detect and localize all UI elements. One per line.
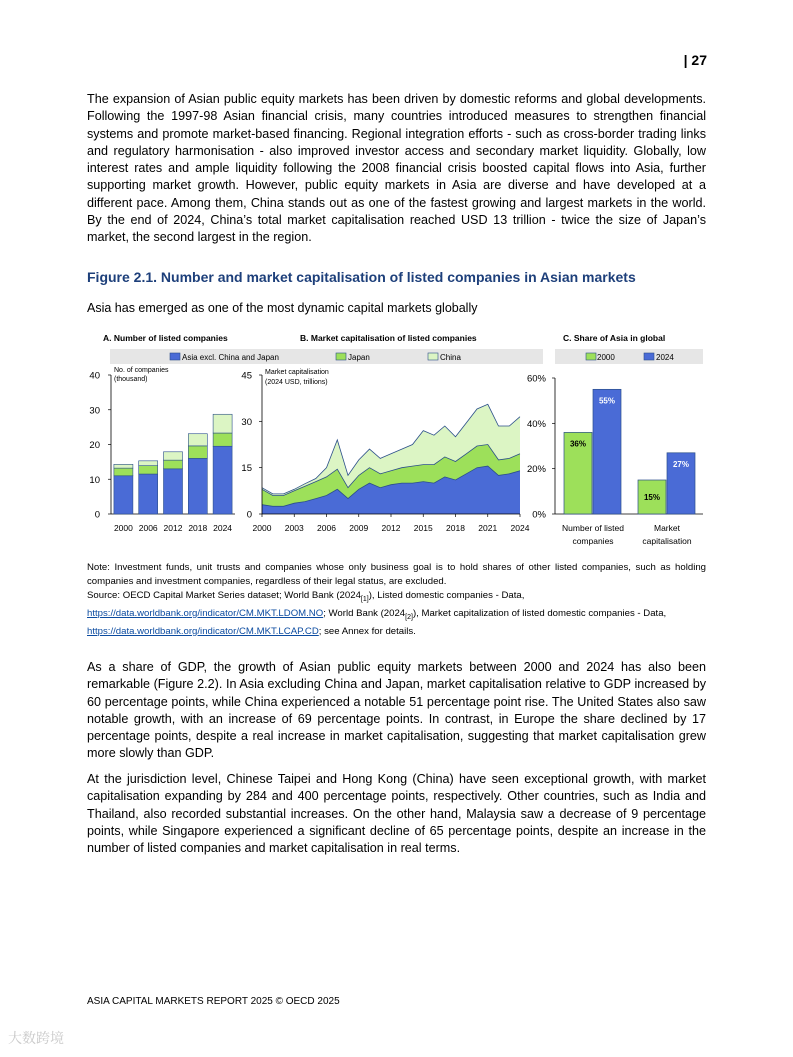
figure-subtitle: Asia has emerged as one of the most dynamic capital markets globally bbox=[87, 301, 478, 315]
panel-a-bar-2 bbox=[188, 434, 207, 446]
panel-c-bar-label: 36% bbox=[569, 439, 587, 449]
figure-title: Figure 2.1. Number and market capitalisation of listed companies in Asian markets bbox=[87, 269, 636, 285]
panel-a-bar-0 bbox=[114, 476, 133, 514]
panel-a-ytick-label: 10 bbox=[89, 474, 100, 486]
legend-swatch-japan bbox=[336, 353, 346, 360]
legend-swatch-asia bbox=[170, 353, 180, 360]
legend-label-asia: Asia excl. China and Japan bbox=[182, 353, 279, 362]
panel-b-xtick-label: 2006 bbox=[317, 523, 336, 533]
page-number: | 27 bbox=[683, 52, 707, 68]
watermark-logo: 大数跨境 bbox=[8, 1030, 64, 1046]
panel-c-bar-2024 bbox=[593, 389, 621, 514]
panel-a-bar-2 bbox=[213, 414, 232, 433]
panel-a-bar-1 bbox=[188, 446, 207, 459]
panel-a-ylabel-2: (thousand) bbox=[114, 376, 148, 383]
panel-a-bar-1 bbox=[213, 433, 232, 446]
panel-a-bar-1 bbox=[164, 460, 183, 469]
panel-b-xtick-label: 2012 bbox=[381, 523, 401, 533]
panel-a-xtick-label: 2012 bbox=[163, 523, 183, 533]
panel-a-bar-2 bbox=[139, 461, 158, 466]
legend-box-c bbox=[555, 349, 703, 364]
panel-a-ylabel-1: No. of companies bbox=[114, 367, 169, 374]
panel-b-xtick-label: 2009 bbox=[349, 523, 369, 533]
panel-a-xtick-label: 2006 bbox=[138, 523, 158, 533]
source-link-2[interactable]: https://data.worldbank.org/indicator/CM.MKT.LCAP.CD bbox=[87, 625, 319, 637]
panel-c-ytick-label: 40% bbox=[526, 418, 546, 430]
paragraph-gdp: As a share of GDP, the growth of Asian public equity markets between 2000 and 2024 has also been remarkable (Figure 2.2). In Asia excluding China and Japan, market capitalisation relative to GDP increased by 60 percentage points, while China experienced a notable 51 percentage point rise. The United States also saw notable growth, with an increase of 69 percentage points. In contrast, in Europe the share declined by 17 percentage points, despite a real increase in market capitalisation, suggesting that market capitalisation grew more slowly than GDP. bbox=[87, 660, 706, 761]
footer: ASIA CAPITAL MARKETS REPORT 2025 © OECD 2025 bbox=[87, 996, 340, 1007]
source-part-e: ; see Annex for details. bbox=[318, 625, 416, 637]
panel-b-xtick-label: 2015 bbox=[413, 523, 433, 533]
legend-label-2000: 2000 bbox=[597, 353, 615, 362]
panel-b-ytick-label: 15 bbox=[241, 463, 252, 475]
panel-a-title: A. Number of listed companies bbox=[103, 333, 228, 343]
panel-b-ytick-label: 30 bbox=[241, 416, 252, 428]
panel-a-bar-2 bbox=[164, 452, 183, 460]
legend-label-china: China bbox=[440, 353, 461, 362]
panel-c-ytick-label: 20% bbox=[526, 464, 546, 476]
panel-c-category-2a: Market bbox=[654, 523, 680, 533]
panel-c-category-2b: capitalisation bbox=[642, 536, 692, 546]
source-part-d: ), Market capitalization of listed domestic companies - Data, bbox=[412, 607, 667, 619]
legend-swatch-china bbox=[428, 353, 438, 360]
ref-2: [2] bbox=[405, 613, 413, 621]
panel-a-xtick-label: 2018 bbox=[188, 523, 208, 533]
source-link-1[interactable]: https://data.worldbank.org/indicator/CM.MKT.LDOM.NO bbox=[87, 607, 324, 619]
panel-b-xtick-label: 2021 bbox=[478, 523, 498, 533]
panel-c-title: C. Share of Asia in global bbox=[563, 333, 666, 343]
source-text bbox=[87, 589, 706, 639]
panel-c-category-1a: Number of listed bbox=[562, 523, 624, 533]
panel-b-ylabel-2: (2024 USD, trillions) bbox=[265, 379, 328, 386]
panel-c-ytick-label: 60% bbox=[526, 373, 546, 385]
panel-a-bar-1 bbox=[139, 466, 158, 474]
panel-a-ytick-label: 0 bbox=[94, 509, 100, 521]
panel-b-ytick-label: 45 bbox=[241, 370, 252, 382]
note-text: Note: Investment funds, unit trusts and companies whose only business goal is to hold shares of other listed companies, such as holding companies and investment companies, regardless of their legal status, are excluded. bbox=[87, 562, 706, 587]
panel-b-xtick-label: 2018 bbox=[446, 523, 465, 533]
legend-swatch-2024 bbox=[644, 353, 654, 360]
panel-a-bar-0 bbox=[164, 469, 183, 514]
panel-a-bar-2 bbox=[114, 464, 133, 468]
panel-a-bar-0 bbox=[188, 458, 207, 514]
panel-a-ytick-label: 20 bbox=[89, 440, 100, 451]
panel-a-xtick-label: 2000 bbox=[113, 523, 133, 533]
source-part-a: Source: OECD Capital Market Series dataset; World Bank (2024 bbox=[87, 590, 361, 601]
source-part-c: ; World Bank (2024 bbox=[323, 607, 406, 619]
panel-a-ytick-label: 40 bbox=[89, 370, 100, 382]
panel-c-bar-label: 27% bbox=[672, 459, 690, 469]
panel-a-ytick-label: 30 bbox=[89, 405, 100, 417]
panel-c-category-1b: companies bbox=[572, 536, 614, 546]
panel-a-bar-0 bbox=[213, 446, 232, 514]
panel-a-xtick-label: 2024 bbox=[213, 523, 233, 533]
panel-c-ytick-label: 0% bbox=[532, 509, 546, 521]
panel-b-xtick-label: 2024 bbox=[510, 523, 530, 533]
paragraph-jurisdiction: At the jurisdiction level, Chinese Taipei and Hong Kong (China) have seen exceptional growth, with market capitalisation expanding by 284 and 400 percentage points, respectively. Other countries, such as India and Thailand, also recorded substantial increases. On the other hand, Malaysia saw a decrease of 9 percentage points, while Singapore experienced a significant decline of 65 percentage points, despite an increase in the number of listed companies and market capitalisation in real terms. bbox=[87, 772, 706, 856]
panel-b-ytick-label: 0 bbox=[246, 509, 252, 521]
panel-b-xtick-label: 2003 bbox=[284, 523, 304, 533]
panel-c-bar-label: 15% bbox=[643, 493, 661, 502]
legend-label-japan: Japan bbox=[348, 353, 370, 362]
legend-label-2024: 2024 bbox=[656, 353, 674, 362]
panel-b-ylabel-1: Market capitalisation bbox=[265, 369, 329, 376]
panel-a-bar-1 bbox=[114, 468, 133, 476]
figure-note bbox=[87, 561, 706, 639]
panel-c-bar-label: 55% bbox=[598, 396, 616, 406]
ref-1: [1] bbox=[360, 595, 369, 603]
paragraph-intro: The expansion of Asian public equity markets has been driven by domestic reforms and global developments. Following the 1997-98 Asian financial crisis, many countries introduced measures to strengthen financial systems and promote market-based financing. Regional integration efforts - such as cross-border trading links and regulatory harmonisation - also improved investor access and secondary market liquidity. Globally, low interest rates and ample liquidity following the 2008 financial crisis boosted capital flows into Asia, further supporting market growth. However, public equity markets in Asia are diverse and have developed at a different pace. Among them, China stands out as one of the fastest growing and largest markets in the world. By the end of 2024, China’s total market capitalisation reached USD 13 trillion - twice the size of Japan’s market, the second largest in the region. bbox=[87, 92, 706, 245]
panel-b-xtick-label: 2000 bbox=[252, 523, 272, 533]
panel-b-title: B. Market capitalisation of listed companies bbox=[300, 333, 477, 343]
legend-swatch-2000 bbox=[586, 353, 596, 360]
panel-a-bar-0 bbox=[139, 474, 158, 514]
source-part-b: ), Listed domestic companies - Data, bbox=[368, 590, 525, 601]
